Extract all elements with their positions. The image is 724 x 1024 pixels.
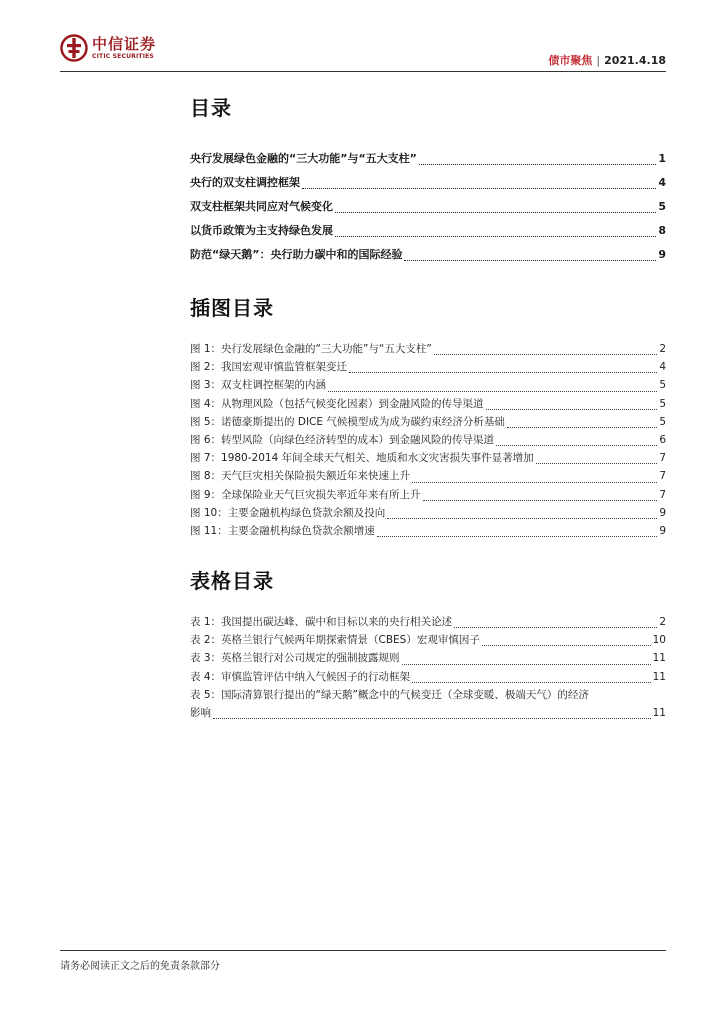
figure-entry-label: 图 5：诺德豪斯提出的 DICE 气候模型成为成为碳约束经济分析基础 xyxy=(190,415,505,428)
logo-english-name: CITIC SECURITIES xyxy=(92,52,154,60)
toc-entry[interactable] xyxy=(190,171,666,195)
citic-emblem-icon xyxy=(60,34,88,62)
leader-dots xyxy=(496,438,657,446)
leader-dots xyxy=(377,529,658,537)
figure-entry-page: 7 xyxy=(659,452,666,465)
contents-title: 目录 xyxy=(190,96,232,120)
header-divider xyxy=(60,71,666,72)
figure-entry[interactable] xyxy=(190,504,666,522)
figure-entry-page: 5 xyxy=(659,379,666,392)
figure-entry[interactable] xyxy=(190,395,666,413)
table-entry-label-continued: 影响 xyxy=(190,706,211,719)
figure-entry[interactable] xyxy=(190,522,666,540)
citic-logo xyxy=(60,34,156,62)
figure-entry[interactable] xyxy=(190,486,666,504)
toc-entry[interactable] xyxy=(190,243,666,267)
report-date: 2021.4.18 xyxy=(604,54,666,67)
figure-entry-page: 9 xyxy=(659,524,666,537)
figure-entry-page: 7 xyxy=(659,470,666,483)
figure-entry[interactable] xyxy=(190,449,666,467)
leader-dots xyxy=(387,511,657,519)
toc-entry-page: 9 xyxy=(658,248,666,261)
figure-entry[interactable] xyxy=(190,358,666,376)
figure-entry-label: 图 2：我国宏观审慎监管框架变迁 xyxy=(190,361,348,374)
leader-dots xyxy=(404,253,656,262)
table-entry-label: 表 4：审慎监管评估中纳入气候因子的行动框架 xyxy=(190,670,411,683)
leader-dots xyxy=(536,456,658,464)
figure-entry[interactable] xyxy=(190,431,666,449)
figure-entry[interactable] xyxy=(190,467,666,485)
figure-entry[interactable] xyxy=(190,376,666,394)
toc-entry-label: 双支柱框架共同应对气候变化 xyxy=(190,200,333,213)
toc-entry-label: 央行的双支柱调控框架 xyxy=(190,176,300,189)
table-entry-page: 2 xyxy=(659,616,666,628)
tables-title: 表格目录 xyxy=(190,569,274,593)
leader-dots xyxy=(423,492,658,500)
figure-entry-page: 7 xyxy=(659,488,666,501)
toc-entry-page: 1 xyxy=(658,152,666,165)
leader-dots xyxy=(335,229,656,238)
toc-entry[interactable] xyxy=(190,219,666,243)
toc-entry-label: 央行发展绿色金融的“三大功能”与“五大支柱” xyxy=(190,152,417,165)
leader-dots xyxy=(302,181,656,190)
header-separator: | xyxy=(596,54,601,67)
disclaimer-note: 请务必阅读正文之后的免责条款部分 xyxy=(60,961,220,972)
leader-dots xyxy=(507,420,657,428)
toc-entry-page: 4 xyxy=(658,176,666,189)
leader-dots xyxy=(434,347,658,355)
figure-entry-label: 图 10：主要金融机构绿色贷款余额及投向 xyxy=(190,506,386,519)
figure-entry-page: 5 xyxy=(659,397,666,410)
leader-dots xyxy=(335,205,656,214)
table-entry-label: 表 3：英格兰银行对公司规定的强制披露规则 xyxy=(190,652,400,665)
figure-entry-page: 4 xyxy=(659,361,666,374)
figure-entry-label: 图 8：天气巨灾相关保险损失额近年来快速上升 xyxy=(190,470,411,483)
leader-dots xyxy=(328,383,657,391)
toc-entry[interactable] xyxy=(190,147,666,171)
leader-dots xyxy=(454,620,657,628)
header-meta xyxy=(548,52,666,68)
figures-list xyxy=(190,340,666,540)
figure-entry-page: 5 xyxy=(659,415,666,428)
leader-dots xyxy=(213,711,651,719)
figures-title: 插图目录 xyxy=(190,296,274,320)
leader-dots xyxy=(486,401,658,409)
report-series-tag: 债市聚焦 xyxy=(548,54,593,67)
leader-dots xyxy=(349,365,657,373)
toc-entry-page: 8 xyxy=(658,224,666,237)
figure-entry[interactable] xyxy=(190,413,666,431)
toc-entry-label: 防范“绿天鹅”：央行助力碳中和的国际经验 xyxy=(190,248,403,261)
table-entry[interactable] xyxy=(190,668,666,686)
table-entry[interactable] xyxy=(190,631,666,649)
table-entry-page: 10 xyxy=(652,634,666,647)
figure-entry-label: 图 1：央行发展绿色金融的“三大功能”与“五大支柱” xyxy=(190,343,432,355)
leader-dots xyxy=(482,638,651,646)
table-entry-page: 11 xyxy=(652,652,666,665)
leader-dots xyxy=(402,656,651,664)
table-entry-page: 11 xyxy=(652,670,666,683)
figure-entry-label: 图 7：1980-2014 年间全球天气相关、地质和水文灾害损失事件显著增加 xyxy=(190,452,534,465)
toc-entry-label: 以货币政策为主支持绿色发展 xyxy=(190,224,333,237)
logo-chinese-name: 中信证券 xyxy=(92,34,157,53)
toc-entry[interactable] xyxy=(190,195,666,219)
figure-entry-page: 9 xyxy=(659,506,666,519)
figure-entry-label: 图 11：主要金融机构绿色贷款余额增速 xyxy=(190,524,375,537)
leader-dots xyxy=(412,674,651,682)
table-entry[interactable] xyxy=(190,613,666,631)
leader-dots xyxy=(412,474,657,482)
figure-entry-label: 图 6：转型风险（向绿色经济转型的成本）到金融风险的传导渠道 xyxy=(190,433,495,446)
table-entry-label: 表 5：国际清算银行提出的“绿天鹅”概念中的气候变迁（全球变暖、极端天气）的经济 xyxy=(190,688,589,701)
figure-entry-label: 图 4：从物理风险（包括气候变化因素）到金融风险的传导渠道 xyxy=(190,397,484,410)
contents-list xyxy=(190,147,666,267)
figure-entry-page: 6 xyxy=(659,433,666,446)
table-entry-label: 表 1：我国提出碳达峰、碳中和目标以来的央行相关论述 xyxy=(190,616,453,628)
footer-divider xyxy=(60,950,666,951)
table-entry[interactable] xyxy=(190,649,666,667)
leader-dots xyxy=(419,157,656,166)
figure-entry-page: 2 xyxy=(659,343,666,355)
table-entry-page: 11 xyxy=(652,706,666,719)
toc-entry-page: 5 xyxy=(658,200,666,213)
figure-entry-label: 图 9：全球保险业天气巨灾损失率近年来有所上升 xyxy=(190,488,421,501)
table-entry-label: 表 2：英格兰银行气候两年期探索情景（CBES）宏观审慎因子 xyxy=(190,634,480,647)
table-entry[interactable] xyxy=(190,686,666,722)
figure-entry[interactable] xyxy=(190,340,666,358)
tables-list xyxy=(190,613,666,722)
page-header xyxy=(60,34,666,70)
figure-entry-label: 图 3：双支柱调控框架的内涵 xyxy=(190,379,327,392)
